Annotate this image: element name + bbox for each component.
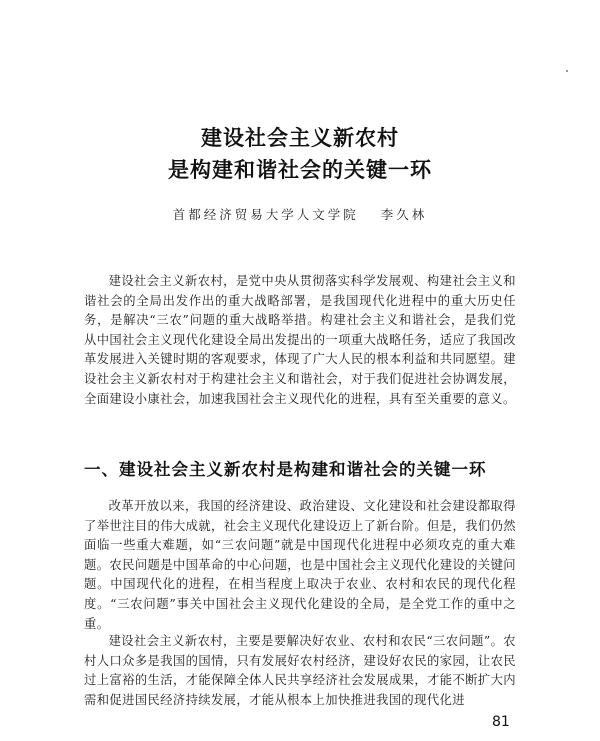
- section-heading: 一、建设社会主义新农村是构建和谐社会的关键一环: [84, 460, 487, 479]
- author-name: 李久林: [380, 207, 428, 222]
- article-title-line-2: 是构建和谐社会的关键一环: [168, 158, 432, 182]
- article-title-line-1: 建设社会主义新农村: [201, 126, 399, 150]
- scan-speck: [566, 70, 568, 72]
- author-affiliation: 首都经济贸易大学人文学院: [172, 207, 359, 222]
- page-number: 81: [492, 714, 510, 730]
- body-paragraph-1: 改革开放以来，我国的经济建设、政治建设、文化建设和社会建设都取得了举世注目的伟大成就，社会主义现代化建设迈上了新台阶。但是，我们仍然面临一些重大难题，如“三农问题”就是中国现代化进程中必须攻克的重大难题。农民问题是中国革命的中心问题，也是中国社会主义现代化建设的关键问题。中国现代化的进程，在相当程度上取决于农业、农村和农民的现代化程度。“三农问题”事关中国社会主义现代化建设的全局，是全党工作的重中之重。: [84, 499, 516, 631]
- author-line: [0, 205, 600, 223]
- body-paragraph-2: 建设社会主义新农村，主要是要解决好农业、农村和农民“三农问题”。农村人口众多是我国的国情，只有发展好农村经济，建设好农民的家园，让农民过上富裕的生活，才能保障全体人民共享经济社会发展成果，才能不断扩大内需和促进国民经济持续发展，才能从根本上加快推进我国的现代化进: [84, 634, 516, 707]
- abstract-paragraph: 建设社会主义新农村，是党中央从贯彻落实科学发展观、构建社会主义和谐社会的全局出发作出的重大战略部署，是我国现代化进程中的重大历史任务，是解决“三农”问题的重大战略举措。构建社会主义和谐社会，是我们党从中国社会主义现代化建设全局出发提出的一项重大战略任务，适应了我国改革发展进入关键时期的客观要求，体现了广大人民的根本利益和共同愿望。建设社会主义新农村对于构建社会主义和谐社会，对于我们促进社会协调发展，全面建设小康社会，加速我国社会主义现代化的进程，具有至关重要的意义。: [84, 274, 516, 406]
